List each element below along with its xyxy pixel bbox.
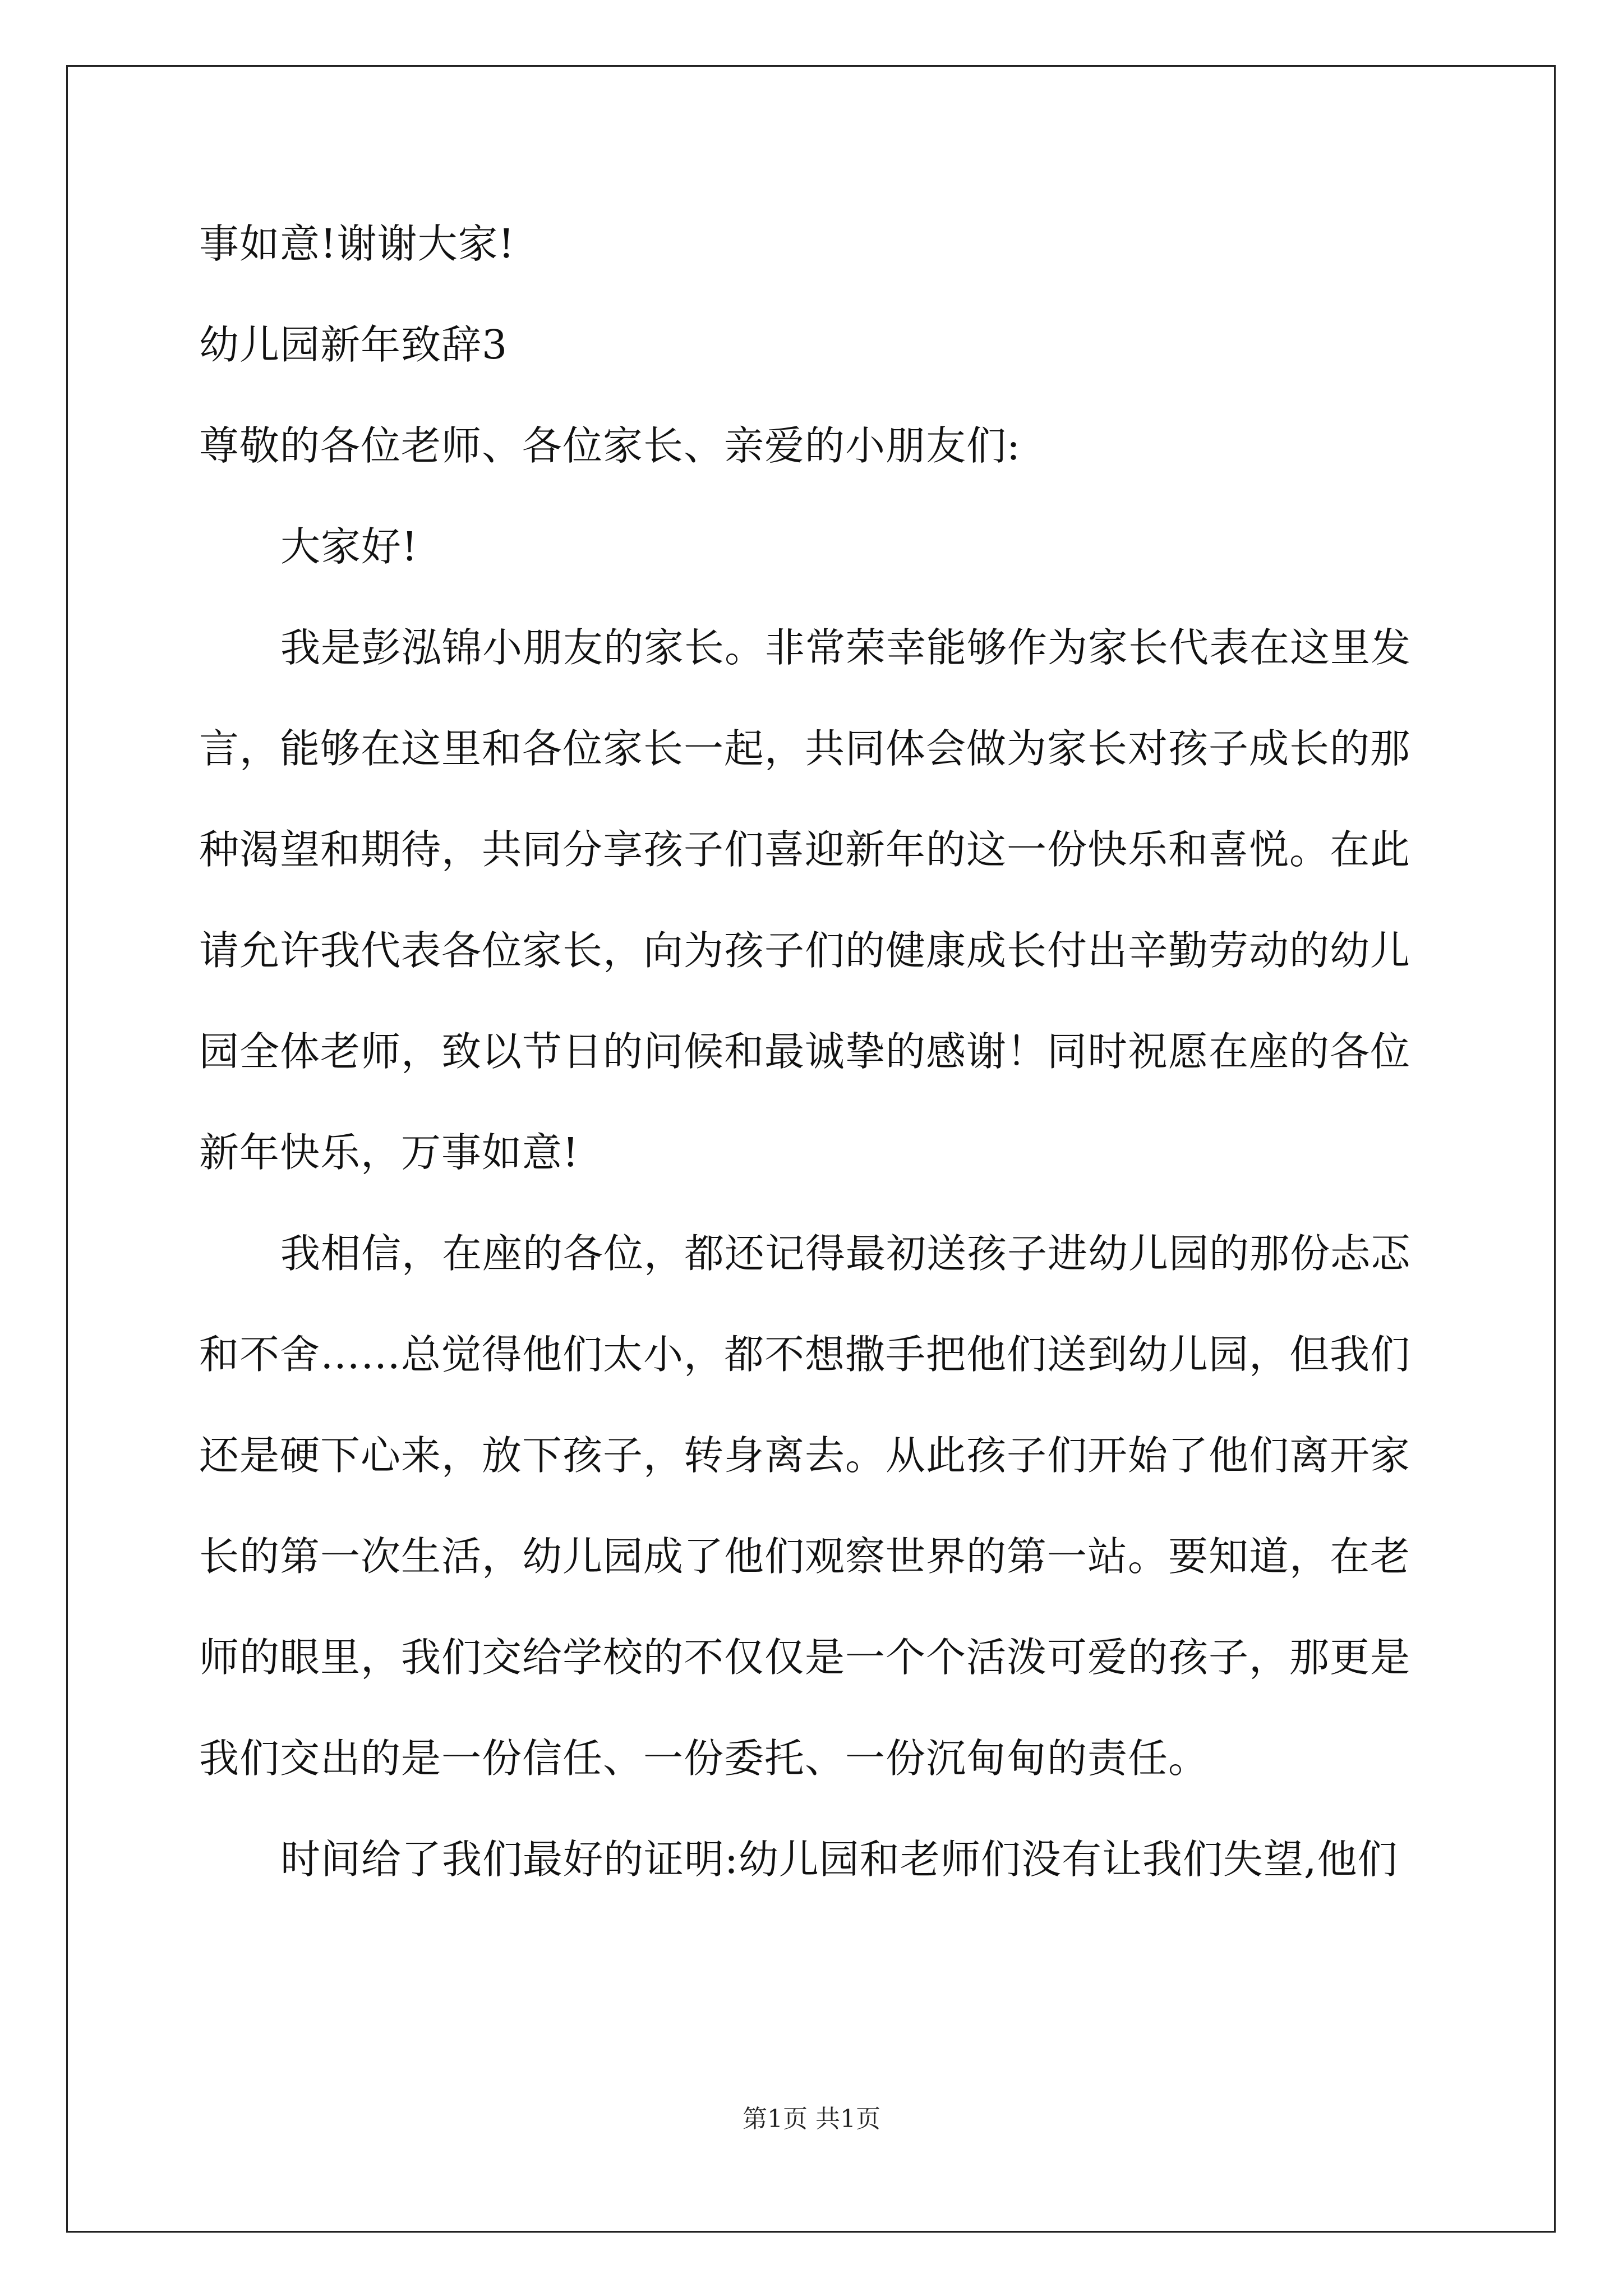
section-title: 幼儿园新年致辞3 <box>199 321 508 368</box>
paragraph-line: 请允许我代表各位家长，向为孩子们的健康成长付出辛勤劳动的幼儿 <box>199 927 1411 974</box>
paragraph-line: 新年快乐，万事如意! <box>199 1129 579 1176</box>
paragraph-line: 种渴望和期待，共同分享孩子们喜迎新年的这一份快乐和喜悦。在此 <box>199 826 1411 873</box>
paragraph-line: 还是硬下心来，放下孩子，转身离去。从此孩子们开始了他们离开家 <box>199 1432 1411 1479</box>
paragraph-line: 言，能够在这里和各位家长一起，共同体会做为家长对孩子成长的那 <box>199 725 1411 772</box>
paragraph-line: 园全体老师，致以节日的问候和最诚挚的感谢！同时祝愿在座的各位 <box>199 1028 1411 1075</box>
greeting: 大家好! <box>280 523 418 570</box>
paragraph-line: 我们交出的是一份信任、一份委托、一份沉甸甸的责任。 <box>199 1735 1209 1782</box>
text-line: 事如意!谢谢大家! <box>199 220 515 267</box>
paragraph-line: 我相信，在座的各位，都还记得最初送孩子进幼儿园的那份忐忑 <box>280 1230 1412 1277</box>
paragraph-line: 师的眼里，我们交给学校的不仅仅是一个个活泼可爱的孩子，那更是 <box>199 1634 1411 1681</box>
paragraph-line: 时间给了我们最好的证明:幼儿园和老师们没有让我们失望,他们 <box>280 1836 1398 1883</box>
salutation: 尊敬的各位老师、各位家长、亲爱的小朋友们: <box>199 422 1021 469</box>
paragraph-line: 和不舍……总觉得他们太小，都不想撒手把他们送到幼儿园，但我们 <box>199 1331 1411 1378</box>
paragraph-line: 长的第一次生活，幼儿园成了他们观察世界的第一站。要知道，在老 <box>199 1533 1411 1580</box>
paragraph-line: 我是彭泓锦小朋友的家长。非常荣幸能够作为家长代表在这里发 <box>280 624 1412 671</box>
page-footer: 第1页 共1页 <box>743 2105 880 2133</box>
